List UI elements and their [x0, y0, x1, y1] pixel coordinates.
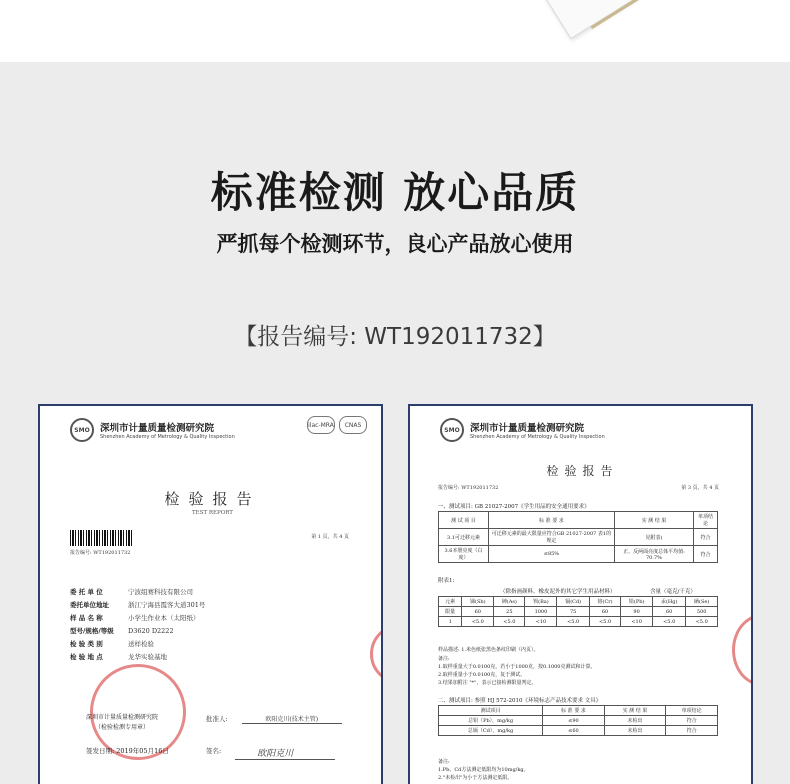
institute-name-en: Shenzhen Academy of Metrology & Quality Inspection	[100, 434, 235, 440]
report-title: 检验报告	[546, 464, 619, 478]
notes-block-2: 备注: 1.Pb、Cd方法测定低限均为10mg/kg。 2."未检出"为小于方法测定低限。	[438, 759, 529, 781]
info-row: 检 验 类 别 送样检验	[70, 640, 154, 648]
table-row: 1 <5.0 <5.0 <10 <5.0 <5.0 <10 <5.0 <5.0	[439, 617, 718, 627]
test-report-page3	[408, 404, 753, 784]
info-row: 样 品 名 称 小学生作业本（太阳纸）	[70, 614, 200, 622]
report-title-en: TEST REPORT	[192, 510, 233, 516]
institute-name-cn: 深圳市计量质量检测研究院	[100, 423, 215, 434]
ilac-logo-icon: ilac-MRA	[307, 416, 335, 434]
element-limits-table: 元素 锑(Sb) 砷(As) 钡(Ba) 镉(Cd) 铬(Cr) 铅(Pb) 汞(Hg) 硒(Se) 限量 60 25 1000 75 60 90 60 500 1 <5.0 <5.0 <10 <5.0 <5.0 <10 <5.0 <5.0	[438, 596, 718, 627]
table-row: 限量 60 25 1000 75 60 90 60 500	[439, 607, 718, 617]
certification-logos	[307, 416, 367, 434]
issuing-org: 深圳市计量质量检测研究院 （检验检测专用章）	[86, 714, 159, 731]
report-number-small: 报告编号: WT192011732	[438, 485, 499, 491]
table-row: 总镉（Cd），mg/kg ≤60 未检出 符合	[439, 726, 718, 736]
report-title: 检验报告	[164, 490, 261, 508]
smo-logo-icon: SMO	[70, 418, 94, 442]
seal-partial-icon	[732, 614, 753, 686]
smo-logo-icon: SMO	[440, 418, 464, 442]
appendix-label: 附表1:	[438, 578, 455, 584]
barcode-icon	[70, 530, 132, 546]
info-row: 检 验 地 点 龙华实验基地	[70, 653, 167, 661]
test-report-cover	[38, 404, 383, 784]
info-row: 委托单位地址 浙江宁海县霞客大道301号	[70, 601, 206, 609]
sample-description: 样品描述: 1.米色纸张黑色条纹印刷（内页）。	[438, 647, 539, 653]
top-product-band	[0, 0, 790, 62]
page-indicator: 第 3 页，共 4 页	[681, 485, 719, 491]
institute-name-en: Shenzhen Academy of Metrology & Quality Inspection	[470, 434, 605, 440]
headline: 标准检测 放心品质	[210, 168, 580, 217]
test-table-1: 测 试 项 目 标 准 要 求 实 测 结 果 单项结论 3.1可迁移元素 可迁移元素的最大限量应符合GB 21027-2007 表1的规定 见附表) 符合 3.6本册亮度（白度） ≤85% 正、反两面亮度总体平均值: 70.7% 符合	[438, 511, 718, 563]
institute-header	[440, 418, 605, 442]
cnas-logo-icon: CNAS	[339, 416, 367, 434]
issue-date: 签发日期: 2019年05月16日	[86, 747, 169, 755]
test-table-2: 测试项目 标 准 要 求 实 测 结 果 单项结论 总铅（Pb），mg/kg ≤90 未检出 符合 总镉（Cd），mg/kg ≤60 未检出 符合	[438, 705, 718, 736]
table-row: 总铅（Pb），mg/kg ≤90 未检出 符合	[439, 716, 718, 726]
section-1-title: 一、测试项目: GB 21027-2007《学生用品的安全通用要求》	[438, 504, 590, 510]
table-row: 3.1可迁移元素 可迁移元素的最大限量应符合GB 21027-2007 表1的规定 见附表) 符合	[439, 529, 718, 546]
institute-header	[70, 418, 235, 442]
seal-partial-icon	[370, 624, 383, 684]
handwritten-signature: 欧阳克川	[235, 746, 335, 760]
page-indicator: 第 1 页，共 4 页	[311, 534, 349, 540]
section-2-title: 二、测试项目: 参照 HJ 572-2010《环境标志产品技术要求 文具》	[438, 698, 602, 704]
institute-name-cn: 深圳市计量质量检测研究院	[470, 423, 585, 434]
notes-block: 备注: 1.取样重量大于0.0100克，若小于1000克，按0.1000克测试和计算。 2.取样重量小于0.0100克，复于测试。 3.结果加附注 "*"，表示已接检测限量判定。	[438, 656, 596, 686]
approver: 批准人: 欧阳克川(技术主管)	[206, 714, 342, 724]
table2-caption: （除指画颜料、橡皮泥外的其它学生用品材料）	[500, 589, 616, 595]
report-number: 【报告编号: WT192011732】	[234, 324, 556, 350]
info-row: 型号/规格/等级 D3620 D2222	[70, 627, 174, 635]
report-info-list	[70, 586, 350, 664]
table-row: 3.6本册亮度（白度） ≤85% 正、反两面亮度总体平均值: 70.7% 符合	[439, 546, 718, 563]
signature-field: 签名: 欧阳克川	[206, 746, 335, 760]
report-number-small: 报告编号: WT192011732	[70, 550, 131, 556]
subheadline: 严抓每个检测环节，良心产品放心使用	[216, 232, 574, 256]
table2-unit: 含量（毫克/千克）	[650, 589, 696, 595]
info-row: 委 托 单 位 宁波组赛科技有限公司	[70, 588, 193, 596]
